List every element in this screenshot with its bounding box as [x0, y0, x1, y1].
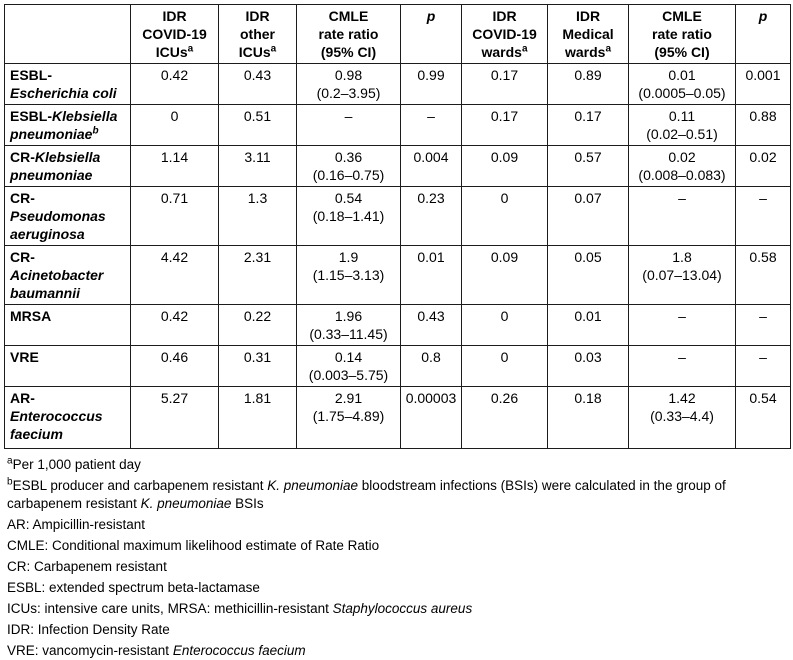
cell-p-ward: – — [736, 305, 791, 346]
cell-cmle-icu — [297, 105, 401, 146]
cell-cmle-icu — [297, 346, 401, 387]
organism-prefix: MRSA — [10, 308, 52, 324]
cell-p-ward: – — [736, 187, 791, 246]
confidence-interval: (0.008–0.083) — [638, 167, 726, 183]
rate-ratio: – — [678, 190, 686, 206]
organism-species: Enterococcus faecium — [10, 408, 103, 442]
footnotes — [4, 456, 789, 660]
cell-idr-other-icu: 2.31 — [219, 246, 297, 305]
organism-prefix: ESBL- — [10, 67, 52, 83]
footnote-marker: a — [521, 43, 528, 55]
confidence-interval: (0.33–4.4) — [650, 408, 714, 424]
table-row-cr-a-baumannii — [5, 246, 791, 305]
resistance-rates-table — [4, 4, 791, 449]
footnote-marker: a — [605, 43, 612, 55]
cell-idr-covid-icu: 1.14 — [131, 146, 219, 187]
table-row-esbl-e-coli — [5, 64, 791, 105]
organism-prefix: CR- — [10, 149, 35, 165]
cell-p-ward: 0.54 — [736, 387, 791, 449]
table-row-esbl-k-pneumoniae — [5, 105, 791, 146]
cell-idr-covid-icu: 0.71 — [131, 187, 219, 246]
cell-p-icu: 0.00003 — [401, 387, 462, 449]
confidence-interval: (0.0005–0.05) — [638, 85, 726, 101]
cell-cmle-ward — [629, 187, 736, 246]
cell-cmle-icu — [297, 246, 401, 305]
cell-cmle-icu — [297, 146, 401, 187]
confidence-interval: (0.07–13.04) — [642, 267, 722, 283]
table-row-cr-p-aeruginosa — [5, 187, 791, 246]
cell-idr-covid-ward: 0.26 — [462, 387, 548, 449]
rate-ratio: 0.14 — [334, 349, 363, 365]
cell-p-icu: 0.8 — [401, 346, 462, 387]
organism-prefix: ESBL- — [10, 108, 52, 124]
cell-p-icu: 0.43 — [401, 305, 462, 346]
cell-idr-covid-icu: 0 — [131, 105, 219, 146]
rate-ratio: 1.96 — [334, 308, 363, 324]
header-cmle-icu: CMLE rate ratio (95% CI) — [297, 5, 401, 64]
cell-p-icu: 0.004 — [401, 146, 462, 187]
cell-cmle-ward — [629, 64, 736, 105]
footnote-per-1000: $^a$Per 1,000 patient day — [7, 455, 141, 472]
cell-idr-covid-icu: 0.46 — [131, 346, 219, 387]
cell-idr-other-icu: 1.81 — [219, 387, 297, 449]
cell-idr-other-icu: 1.3 — [219, 187, 297, 246]
organism-label — [5, 105, 131, 146]
organism-label — [5, 305, 131, 346]
rate-ratio: 0.54 — [334, 190, 363, 206]
organism-label — [5, 187, 131, 246]
organism-species: Pseudomonas aeruginosa — [10, 208, 106, 242]
cell-idr-medical-ward: 0.03 — [548, 346, 629, 387]
cell-p-icu: 0.01 — [401, 246, 462, 305]
organism-prefix: CR- — [10, 249, 35, 265]
cell-cmle-icu — [297, 387, 401, 449]
rate-ratio: – — [344, 108, 353, 124]
organism-label — [5, 146, 131, 187]
cell-idr-covid-ward: 0 — [462, 346, 548, 387]
cell-cmle-icu — [297, 187, 401, 246]
cell-idr-other-icu: 0.22 — [219, 305, 297, 346]
footnote-esbl: ESBL: extended spectrum beta-lactamase — [7, 580, 260, 595]
confidence-interval: (0.02–0.51) — [646, 126, 718, 142]
header-cmle-ward: CMLE rate ratio (95% CI) — [629, 5, 736, 64]
footnote-marker: a — [270, 43, 277, 55]
rate-ratio: 1.9 — [338, 249, 359, 265]
organism-species: Klebsiella pneumoniae — [10, 108, 118, 142]
cell-idr-covid-icu: 0.42 — [131, 305, 219, 346]
footnote-cr: CR: Carbapenem resistant — [7, 559, 167, 574]
cell-idr-covid-ward: 0.17 — [462, 105, 548, 146]
cell-idr-covid-icu: 4.42 — [131, 246, 219, 305]
organism-prefix: AR- — [10, 390, 35, 406]
footnote-ar: AR: Ampicillin-resistant — [7, 517, 146, 532]
confidence-interval: (0.003–5.75) — [308, 367, 389, 383]
rate-ratio: 0.36 — [334, 149, 363, 165]
rate-ratio: – — [678, 349, 686, 365]
cell-idr-medical-ward: 0.05 — [548, 246, 629, 305]
header-p-ward: p — [736, 5, 791, 64]
rate-ratio: 1.42 — [668, 390, 696, 406]
cell-p-ward: 0.58 — [736, 246, 791, 305]
cell-p-ward: 0.02 — [736, 146, 791, 187]
rate-ratio: 0.98 — [334, 67, 363, 83]
organism-prefix: VRE — [10, 349, 39, 365]
rate-ratio: – — [678, 308, 686, 324]
cell-idr-covid-icu: 5.27 — [131, 387, 219, 449]
confidence-interval: (0.18–1.41) — [312, 208, 385, 224]
cell-idr-covid-ward: 0.09 — [462, 246, 548, 305]
cell-cmle-icu — [297, 64, 401, 105]
footnote-icus-mrsa: ICUs: intensive care units, MRSA: methicillin-resistant Staphylococcus aureus — [7, 601, 473, 616]
cell-idr-medical-ward: 0.89 — [548, 64, 629, 105]
cell-idr-medical-ward: 0.57 — [548, 146, 629, 187]
rate-ratio: 2.91 — [334, 390, 363, 406]
header-idr-covid-wards: IDR COVID-19 wards$^a$ — [462, 5, 548, 64]
organism-label — [5, 387, 131, 449]
cell-p-ward: 0.001 — [736, 64, 791, 105]
cell-idr-covid-ward: 0.17 — [462, 64, 548, 105]
table-row-mrsa — [5, 305, 791, 346]
header-idr-medical-wards: IDR Medical wards$^a$ — [548, 5, 629, 64]
cell-cmle-ward — [629, 387, 736, 449]
organism-species: Escherichia coli — [10, 85, 117, 101]
footnote-marker: a — [187, 43, 194, 55]
cell-cmle-ward — [629, 246, 736, 305]
footnote-vre: VRE: vancomycin-resistant Enterococcus faecium — [7, 643, 306, 658]
organism-label — [5, 64, 131, 105]
header-row — [5, 5, 791, 64]
rate-ratio: 0.01 — [668, 67, 696, 83]
cell-p-icu: 0.23 — [401, 187, 462, 246]
table-row-vre — [5, 346, 791, 387]
footnote-cmle: CMLE: Conditional maximum likelihood estimate of Rate Ratio — [7, 538, 380, 553]
cell-idr-covid-icu: 0.42 — [131, 64, 219, 105]
table-row-cr-k-pneumoniae — [5, 146, 791, 187]
cell-cmle-ward — [629, 105, 736, 146]
cell-idr-other-icu: 0.31 — [219, 346, 297, 387]
cell-p-ward: – — [736, 346, 791, 387]
confidence-interval: (1.15–3.13) — [312, 267, 385, 283]
cell-idr-other-icu: 0.51 — [219, 105, 297, 146]
cell-idr-covid-ward: 0 — [462, 187, 548, 246]
cell-p-icu: 0.99 — [401, 64, 462, 105]
rate-ratio: 0.11 — [668, 108, 696, 124]
confidence-interval: (0.33–11.45) — [309, 326, 388, 342]
rate-ratio: 0.02 — [668, 149, 696, 165]
cell-idr-medical-ward: 0.18 — [548, 387, 629, 449]
cell-p-ward: 0.88 — [736, 105, 791, 146]
organism-prefix: CR- — [10, 190, 35, 206]
cell-p-icu: – — [401, 105, 462, 146]
cell-idr-other-icu: 0.43 — [219, 64, 297, 105]
confidence-interval: (0.16–0.75) — [312, 167, 385, 183]
cell-idr-medical-ward: 0.07 — [548, 187, 629, 246]
footnote-bsi-calculation: $^b$ESBL producer and carbapenem resistant K. pneumoniae bloodstream infections (BSIs) were calculated in the group of carbapenem resistant K. pneumoniae BSIs — [7, 476, 726, 511]
footnote-marker: a — [7, 455, 13, 467]
confidence-interval: (0.2–3.95) — [316, 85, 381, 101]
cell-cmle-ward — [629, 146, 736, 187]
cell-idr-medical-ward: 0.01 — [548, 305, 629, 346]
header-idr-covid-icus: IDR COVID-19 ICUs$^a$ — [131, 5, 219, 64]
header-idr-other-icus: IDR other ICUs$^a$ — [219, 5, 297, 64]
cell-cmle-ward — [629, 346, 736, 387]
organism-species: Klebsiella pneumoniae — [10, 149, 101, 183]
cell-idr-other-icu: 3.11 — [219, 146, 297, 187]
footnote-idr: IDR: Infection Density Rate — [7, 622, 170, 637]
cell-idr-covid-ward: 0 — [462, 305, 548, 346]
footnote-marker: b — [7, 476, 13, 488]
organism-species: Acinetobacter baumannii — [10, 267, 104, 301]
cell-cmle-ward — [629, 305, 736, 346]
footnote-marker: b — [92, 125, 99, 137]
cell-idr-covid-ward: 0.09 — [462, 146, 548, 187]
cell-cmle-icu — [297, 305, 401, 346]
table-row-ar-e-faecium — [5, 387, 791, 449]
organism-label — [5, 346, 131, 387]
header-p-icu: p — [401, 5, 462, 64]
rate-ratio: 1.8 — [672, 249, 692, 265]
header-organism — [5, 5, 131, 64]
confidence-interval: (1.75–4.89) — [312, 408, 385, 424]
cell-idr-medical-ward: 0.17 — [548, 105, 629, 146]
organism-label — [5, 246, 131, 305]
